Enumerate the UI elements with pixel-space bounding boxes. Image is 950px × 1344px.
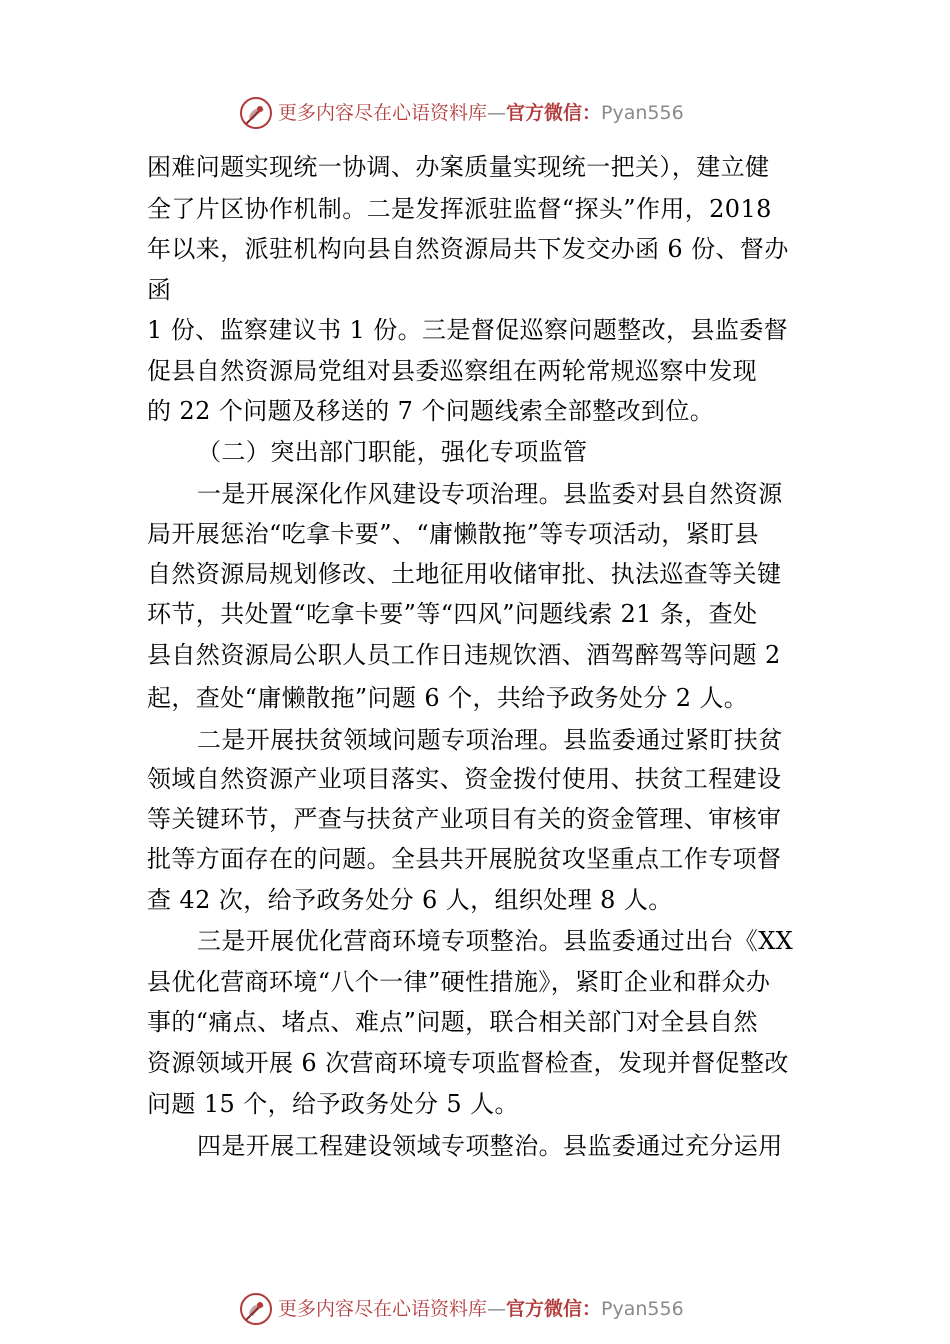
rose-logo-icon: [239, 1292, 273, 1326]
text-line: 全了片区协作机制。二是发挥派驻监督“探头”作用，2018: [147, 195, 772, 223]
banner-wechat-id: Pyan556: [601, 1298, 684, 1320]
banner-text: [278, 1297, 684, 1321]
text-line: 困难问题实现统一协调、办案质量实现统一把关），建立健: [147, 153, 770, 181]
text-line: 资源领域开展 6 次营商环境专项监督检查，发现并督促整改: [147, 1049, 789, 1077]
banner-dash: —: [487, 102, 507, 124]
banner-text: [278, 101, 684, 125]
text-line: 事的“痛点、堵点、难点”问题，联合相关部门对全县自然: [147, 1008, 758, 1036]
banner-wechat-label: 官方微信：: [506, 1298, 602, 1320]
text-line: 二是开展扶贫领域问题专项治理。县监委通过紧盯扶贫: [197, 726, 783, 754]
text-line: 领域自然资源产业项目落实、资金拨付使用、扶贫工程建设: [147, 765, 782, 793]
banner-site-name: 更多内容尽在心语资料库: [278, 1298, 488, 1320]
text-line: 四是开展工程建设领域专项整治。县监委通过充分运用: [197, 1132, 783, 1160]
text-line: 自然资源局规划修改、土地征用收储审批、执法巡查等关键: [147, 560, 782, 588]
text-line: 函: [147, 276, 172, 304]
banner-site-name: 更多内容尽在心语资料库: [278, 102, 488, 124]
text-line: 年以来，派驻机构向县自然资源局共下发交办函 6 份、督办: [147, 235, 789, 263]
text-line: 查 42 次，给予政务处分 6 人，组织处理 8 人。: [147, 886, 673, 914]
header-banner: [0, 93, 950, 133]
banner-wechat-id: Pyan556: [601, 102, 684, 124]
text-line: 1 份、监察建议书 1 份。三是督促巡察问题整改，县监委督: [147, 316, 789, 344]
rose-logo-icon: [239, 96, 273, 130]
text-line: 的 22 个问题及移送的 7 个问题线索全部整改到位。: [147, 397, 715, 425]
text-line: 起，查处“庸懒散拖”问题 6 个，共给予政务处分 2 人。: [147, 684, 749, 712]
text-line: 环节，共处置“吃拿卡要”等“四风”问题线索 21 条，查处: [147, 600, 758, 628]
text-line: 一是开展深化作风建设专项治理。县监委对县自然资源: [197, 480, 783, 508]
text-line: 县自然资源局公职人员工作日违规饮酒、酒驾醉驾等问题 2: [147, 641, 781, 669]
text-line: 县优化营商环境“八个一律”硬性措施》，紧盯企业和群众办: [147, 968, 771, 996]
section-heading: （二）突出部门职能，强化专项监管: [197, 438, 588, 466]
banner-wechat-label: 官方微信：: [506, 102, 602, 124]
text-line: 问题 15 个，给予政务处分 5 人。: [147, 1090, 519, 1118]
text-line: 局开展惩治“吃拿卡要”、“庸懒散拖”等专项活动，紧盯县: [147, 520, 759, 548]
banner-dash: —: [487, 1298, 507, 1320]
footer-banner: [0, 1289, 950, 1329]
text-line: 三是开展优化营商环境专项整治。县监委通过出台《XX: [197, 927, 794, 955]
text-line: 等关键环节，严查与扶贫产业项目有关的资金管理、审核审: [147, 805, 782, 833]
text-line: 批等方面存在的问题。全县共开展脱贫攻坚重点工作专项督: [147, 845, 782, 873]
text-line: 促县自然资源局党组对县委巡察组在两轮常规巡察中发现: [147, 357, 757, 385]
